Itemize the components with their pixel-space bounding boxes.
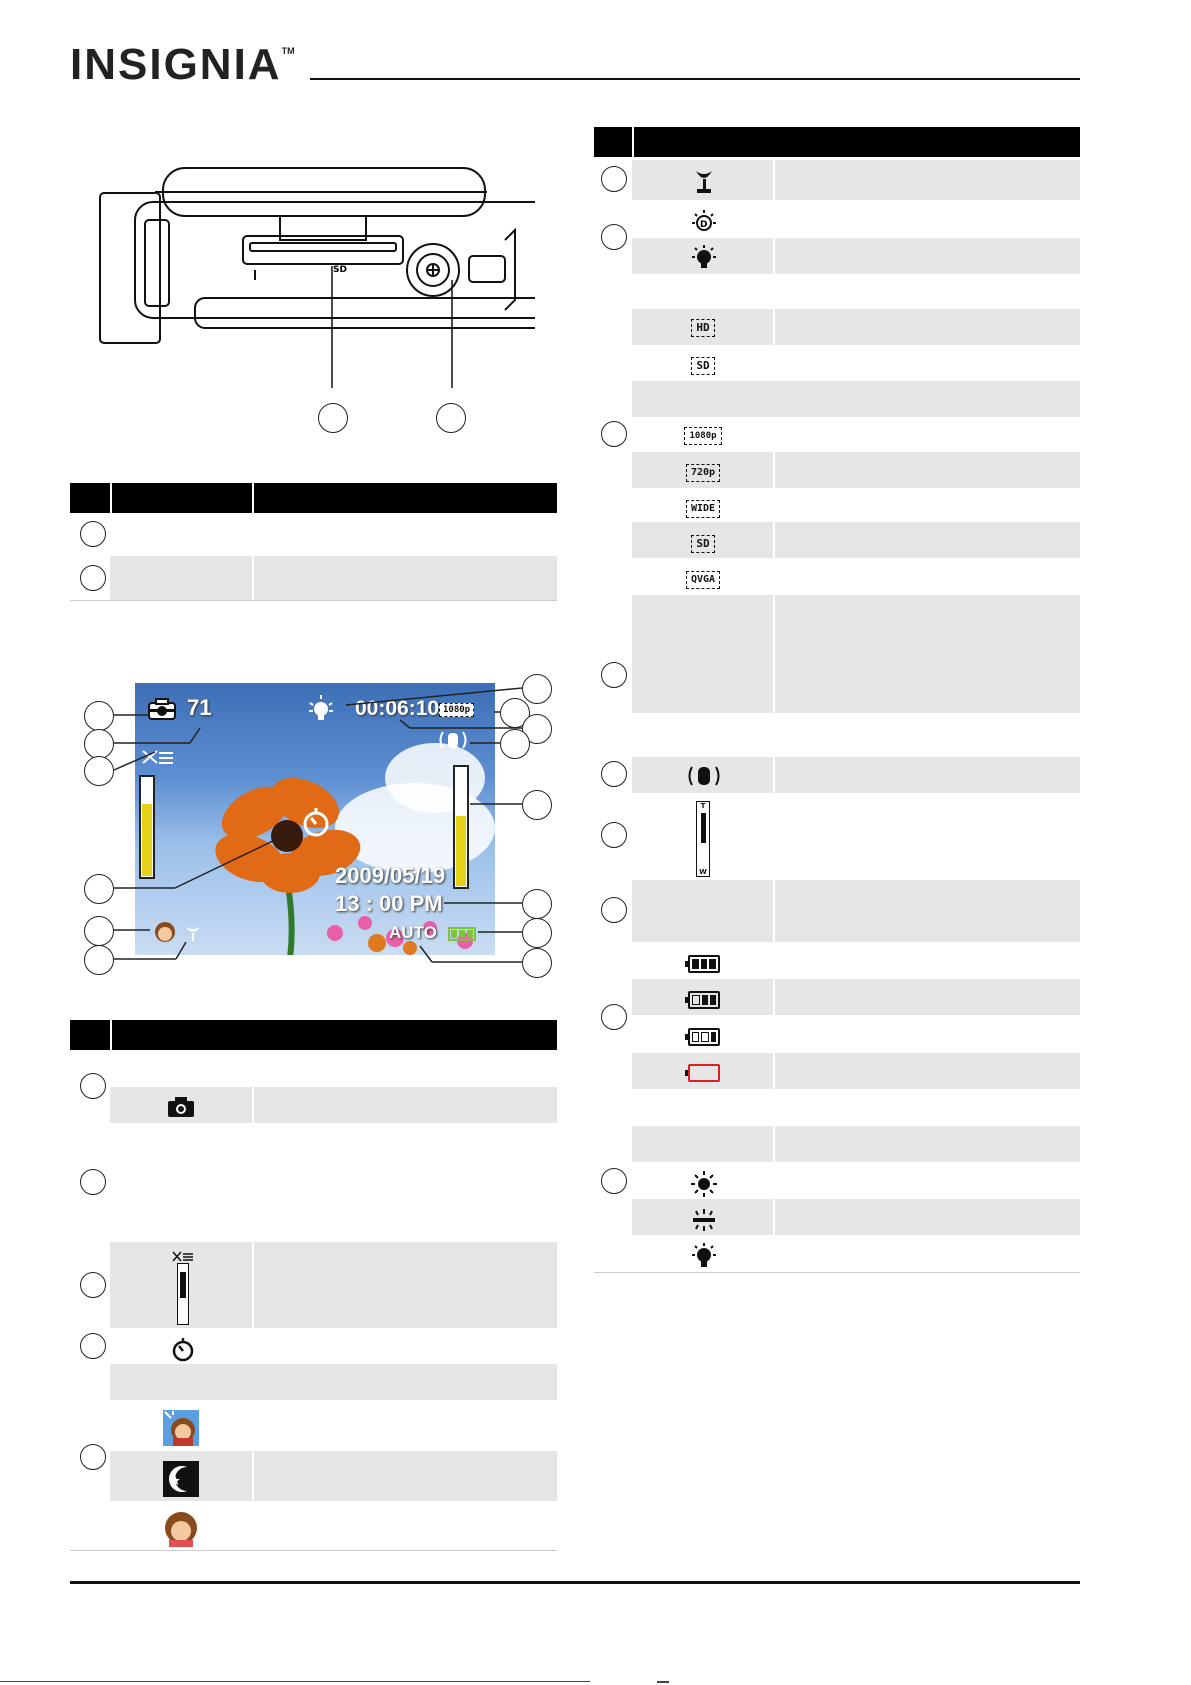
recording-time: 00:06:10 — [355, 697, 440, 720]
stabilize-mini-icon — [172, 1251, 194, 1263]
table3-cell-divider — [773, 1126, 775, 1162]
tungsten-icon — [690, 1242, 718, 1270]
table3-num-circle — [601, 166, 627, 192]
self-timer-icon — [170, 1336, 196, 1362]
table3-cell-divider — [773, 238, 775, 274]
table3-num-circle — [601, 662, 627, 688]
fluorescent-icon — [690, 1206, 718, 1234]
table3-cell-divider — [773, 522, 775, 558]
footer-rule — [70, 1581, 1080, 1584]
hd-badge-icon: HD — [680, 316, 726, 340]
table3-cell-divider — [773, 309, 775, 345]
table3-rule — [594, 1272, 1080, 1273]
table3-num-circle — [601, 1004, 627, 1030]
night-mode-icon — [163, 1461, 199, 1497]
table2-num-circle — [80, 1169, 106, 1195]
table2-cell-divider — [252, 1087, 254, 1123]
stabilizer-icon — [686, 764, 722, 788]
battery-two-thirds-icon — [684, 988, 724, 1012]
date-display: 2009/05/19 — [335, 863, 446, 888]
camera-icon — [167, 1096, 195, 1118]
portrait-mode-icon — [163, 1511, 199, 1547]
table2-row — [110, 1364, 557, 1400]
zoom-bar-icon: T W — [696, 801, 710, 877]
table3-row — [632, 381, 1080, 417]
footer-rule-thin — [0, 1681, 590, 1682]
flash-auto-icon — [690, 209, 718, 235]
table2-num-circle — [80, 1272, 106, 1298]
wide-badge-icon: WIDE — [680, 497, 726, 521]
720p-badge-icon: 720p — [680, 461, 726, 485]
table3-header-divider — [632, 127, 634, 157]
svg-text:D: D — [700, 220, 708, 230]
stabilize-zoom-icon — [172, 1251, 194, 1325]
table2-cell-divider — [252, 1451, 254, 1501]
backlight-portrait-icon — [163, 1410, 199, 1446]
resolution-badge: 1080p — [439, 703, 474, 717]
table3-cell-divider — [773, 880, 775, 942]
battery-full-icon — [684, 952, 724, 976]
table3-num-circle — [601, 224, 627, 250]
table3-cell-divider — [773, 1199, 775, 1235]
macro-icon — [692, 167, 716, 195]
table3-cell-divider — [773, 757, 775, 793]
1080p-badge-icon: 1080p — [680, 424, 726, 448]
table3-row — [632, 1126, 1080, 1162]
table2-num-circle — [80, 1444, 106, 1470]
table3-cell-divider — [773, 979, 775, 1015]
sd-mode-badge-icon: SD — [680, 532, 726, 556]
battery-empty-icon — [684, 1061, 724, 1085]
table2-num-circle — [80, 1333, 106, 1359]
white-balance-display: AUTO — [389, 923, 437, 942]
table2-header — [70, 1020, 557, 1050]
table3-cell-divider — [773, 595, 775, 713]
shot-count: 71 — [187, 695, 212, 720]
table3-num-circle — [601, 761, 627, 787]
table3-num-circle — [601, 897, 627, 923]
table3-row — [632, 880, 1080, 942]
clock-display: 13 : 00 PM — [335, 891, 443, 916]
footer-rule-mark — [657, 1681, 669, 1683]
sd-badge-icon: SD — [680, 354, 726, 378]
svg-text:SD: SD — [333, 265, 347, 275]
table3-num-circle — [601, 421, 627, 447]
table3-header — [594, 127, 1080, 157]
table2-cell-divider — [252, 1242, 254, 1328]
table3-row — [632, 595, 1080, 713]
table3-num-circle — [601, 1168, 627, 1194]
table2-rule — [70, 1550, 557, 1551]
table2-header-divider — [110, 1020, 112, 1050]
table2-num-circle — [80, 1073, 106, 1099]
daylight-icon — [690, 1170, 718, 1198]
flash-on-icon — [690, 244, 718, 270]
table3-cell-divider — [773, 160, 775, 200]
qvga-badge-icon: QVGA — [680, 568, 726, 592]
table3-cell-divider — [773, 452, 775, 488]
table3-cell-divider — [773, 1053, 775, 1089]
insignia-logo: INSIGNIA™ — [70, 40, 295, 89]
battery-one-third-icon — [684, 1025, 724, 1049]
table3-num-circle — [601, 822, 627, 848]
